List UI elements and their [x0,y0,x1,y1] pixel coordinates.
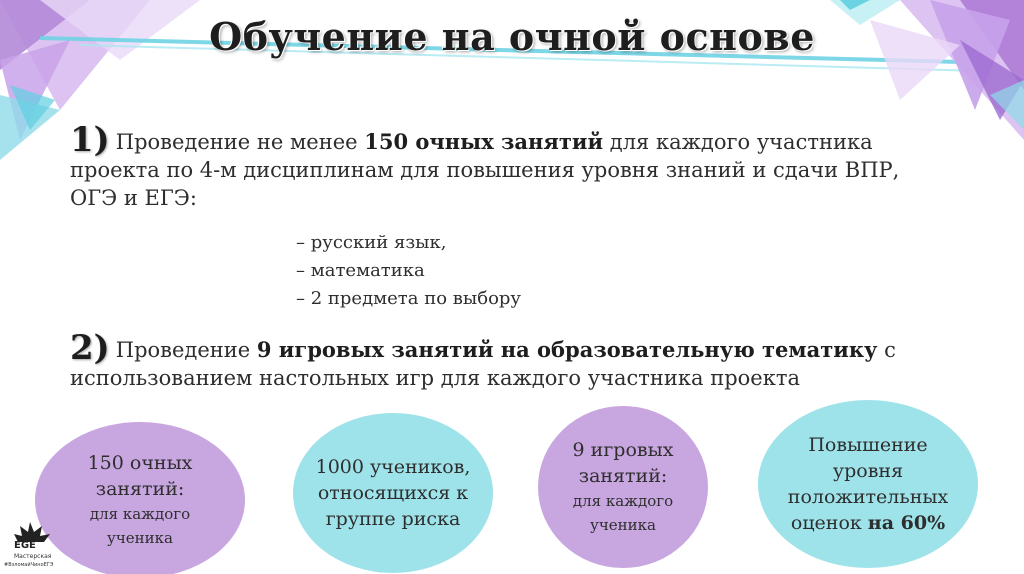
circle-line: 9 игровых [572,439,674,461]
point-two [70,328,950,392]
subject-item: – 2 предмета по выбору [296,288,522,309]
circle-line-text: оценок [790,512,868,534]
circle-small-line: для каждого [572,492,674,510]
circle-line: 1000 учеников, [315,456,471,478]
subject-list [296,229,521,313]
logo-hashtag: #ВзломайЧиноЕГЭ [4,562,54,568]
point-one-number: 1) [70,120,110,160]
circle-line: группе риска [325,508,461,530]
subject-item: – русский язык, [296,232,447,253]
point-one [70,120,950,212]
circle-small-line: ученика [590,516,656,534]
circle-small-line: ученика [107,529,173,547]
circle-line: занятий: [95,478,185,500]
point-two-text-before: Проведение [115,338,257,362]
circle-line-bold: на 60% [867,512,946,534]
logo-mark: EGE [14,540,36,551]
point-two-bold: 9 игровых занятий на образовательную тематику [256,337,878,362]
circle-line: положительных [787,486,949,508]
circle-line [791,510,945,536]
circle-line: уровня [832,460,904,482]
slide-title: Обучение на очной основе [209,14,815,59]
circle-line: относящихся к [317,482,469,504]
point-two-number: 2) [70,328,110,368]
circle-small-line: для каждого [89,505,191,523]
logo-subtitle: Мастерская [14,553,52,560]
point-one-text-after: для каждого участника проекта по 4-м дисциплинам для повышения уровня знаний и сдачи ВПР, ОГЭ и ЕГЭ: [70,130,900,210]
point-two-text-after: с использованием настольных игр для каждого участника проекта [70,338,896,390]
circle-students [293,413,493,573]
circle-games [538,406,708,568]
circle-line: Повышение [808,434,928,456]
circle-line: 150 очных [87,452,193,474]
circle-improvement [758,400,978,568]
point-one-bold: 150 очных занятий [364,129,604,154]
point-one-text-before: Проведение не менее [115,130,365,154]
circle-line: занятий: [578,465,668,487]
subject-item: – математика [296,260,425,281]
